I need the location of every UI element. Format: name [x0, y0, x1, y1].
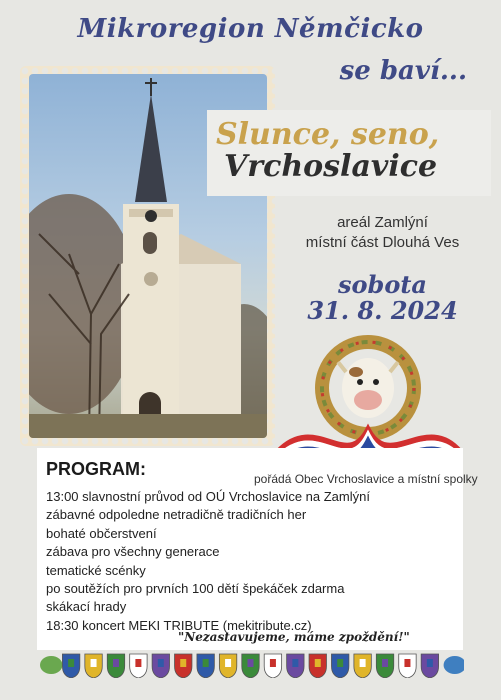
event-name-line2: Vrchoslavice — [224, 149, 438, 184]
mikroregion-logo-icon — [40, 656, 62, 674]
program-item: 13:00 slavnostní průvod od OÚ Vrchoslavice na Zamlýní — [46, 489, 370, 504]
municipal-crest-icon — [421, 654, 438, 678]
municipal-crest-icon — [242, 654, 259, 678]
program-item: zábava pro všechny generace — [46, 544, 220, 560]
municipal-crest-icon — [309, 654, 326, 678]
program-item: po soutěžích pro prvních 100 dětí špekáček zdarma — [46, 580, 345, 596]
municipal-crest-icon — [85, 654, 102, 678]
municipal-crest-icon — [107, 654, 124, 678]
event-date: 31. 8. 2024 — [307, 296, 458, 325]
municipal-crest-icon — [399, 654, 416, 678]
organizer-text: pořádá Obec Vrchoslavice a místní spolky — [254, 472, 478, 486]
location-line1: areál Zamlýní — [337, 214, 428, 231]
event-name-line1: Slunce, seno, — [216, 117, 440, 152]
municipal-crest-icon — [175, 654, 192, 678]
municipal-crest-icon — [62, 654, 79, 678]
municipal-crest-icon — [219, 654, 236, 678]
event-day: sobota — [338, 270, 427, 299]
program-list — [46, 488, 370, 635]
program-item: 18:30 koncert MEKI TRIBUTE (mekitribute.cz) — [46, 617, 312, 633]
program-item: tematické scénky — [46, 562, 146, 578]
program-item: zábavné odpoledne netradičně tradičních her — [46, 507, 307, 523]
location-line2: místní část Dlouhá Ves — [305, 234, 460, 251]
municipal-crest-icon — [130, 654, 147, 678]
municipal-crests-row — [38, 652, 464, 678]
olomoucky-kraj-logo-icon — [444, 656, 464, 674]
poster-title-line2: se baví... — [339, 56, 467, 86]
program-item: skákací hrady — [46, 599, 127, 615]
municipal-crest-icon — [287, 654, 304, 678]
municipal-crest-icon — [354, 654, 371, 678]
municipal-crest-icon — [197, 654, 214, 678]
municipal-crest-icon — [376, 654, 393, 678]
slogan: "Nezastavujeme, máme zpoždění!" — [178, 630, 410, 644]
municipal-crest-icon — [264, 654, 281, 678]
municipal-crest-icon — [152, 654, 169, 678]
program-item: bohaté občerstvení — [46, 525, 157, 541]
program-heading: PROGRAM: — [46, 459, 146, 479]
municipal-crest-icon — [331, 654, 348, 678]
poster-title-line1: Mikroregion Němčicko — [77, 14, 424, 44]
